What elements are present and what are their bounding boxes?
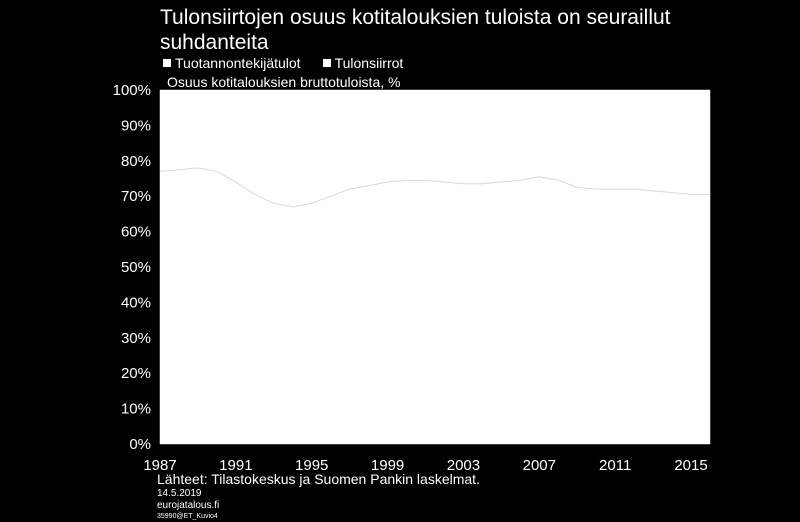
y-tick-label: 90% <box>120 117 151 135</box>
y-axis-title: Osuus kotitalouksien bruttotuloista, % <box>167 74 401 90</box>
chart-title: Tulonsiirtojen osuus kotitalouksien tuloista on seuraillut suhdanteita <box>160 6 671 54</box>
y-tick-label: 50% <box>120 259 151 276</box>
y-tick-label: 40% <box>120 294 151 312</box>
y-tick-label: 60% <box>120 223 151 241</box>
x-tick-label: 1987 <box>143 457 177 474</box>
figure-code: 35990@ET_Kuvio4 <box>157 513 218 520</box>
x-tick-label: 1999 <box>370 457 405 474</box>
y-tick-label: 0% <box>129 436 151 453</box>
y-tick-label: 100% <box>112 82 151 99</box>
y-tick-label: 30% <box>120 329 151 347</box>
area-series-0 <box>160 168 710 444</box>
publication-date: 14.5.2019 <box>157 488 202 499</box>
y-tick-label: 20% <box>120 365 151 383</box>
x-tick-label: 1991 <box>219 457 253 474</box>
y-tick-label: 80% <box>120 152 151 170</box>
x-tick-label: 2007 <box>522 457 556 474</box>
source-note: Lähteet: Tilastokeskus ja Suomen Pankin laskelmat. <box>157 471 480 487</box>
y-tick-label: 70% <box>120 188 151 206</box>
legend-label-tulonsiirrot: Tulonsiirrot <box>334 55 404 71</box>
legend-label-tuotannontekijatulot: Tuotannontekijätulot <box>175 55 301 71</box>
x-tick-label: 2003 <box>446 457 481 474</box>
x-tick-label: 1995 <box>295 457 329 474</box>
x-tick-label: 2011 <box>599 457 632 474</box>
x-tick-label: 2015 <box>674 457 708 474</box>
site-name: eurojatalous.fi <box>157 500 220 511</box>
y-tick-label: 10% <box>120 400 151 418</box>
